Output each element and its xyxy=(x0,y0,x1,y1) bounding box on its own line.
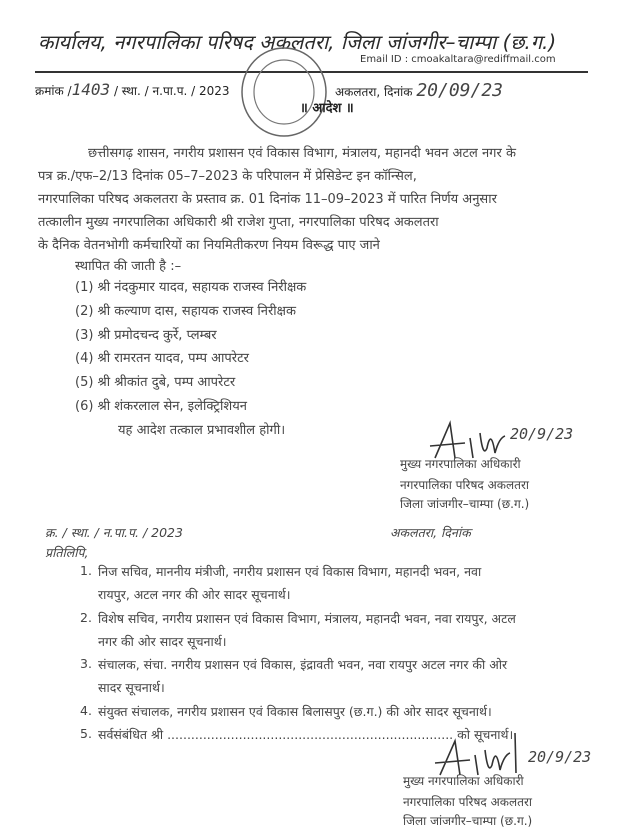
copy-item-number: 5. xyxy=(80,726,92,741)
employee-item: (6) श्री शंकरलाल सेन, इलेक्ट्रिशियन xyxy=(75,399,247,414)
copy-item-text: विशेष सचिव, नगरीय प्रशासन एवं विकास विभाग, मंत्रालय, महानदी भवन, नवा रायपुर, अटल xyxy=(98,611,516,626)
copy-item-text: सादर सूचनार्थ। xyxy=(98,680,165,695)
ref-suffix: / स्था. / न.पा.प. / 2023 xyxy=(113,84,230,98)
copy-reference: क्र. / स्था. / न.पा.प. / 2023 xyxy=(45,525,183,540)
office-letterhead-title: कार्यालय, नगरपालिका परिषद अकलतरा, जिला जांजगीर–चाम्पा (छ.ग.) xyxy=(38,30,557,54)
ref-prefix: क्रमांक / xyxy=(35,84,72,98)
paragraph-line: के दैनिक वेतनभोगी कर्मचारियों का नियमितीकरण नियम विरूद्ध पाए जाने xyxy=(38,238,380,253)
copy-date-prefix: अकलतरा, दिनांक xyxy=(390,525,471,540)
signatory-line: मुख्य नगरपालिका अधिकारी xyxy=(400,457,521,471)
signature-date: 20/9/23 xyxy=(528,748,592,766)
paragraph-line: तत्कालीन मुख्य नगरपालिका अधिकारी श्री राजेश गुप्ता, नगरपालिका परिषद अकलतरा xyxy=(38,215,439,230)
paragraph-line: छत्तीसगढ़ शासन, नगरीय प्रशासन एवं विकास विभाग, मंत्रालय, महानदी भवन अटल नगर के xyxy=(88,146,516,161)
copy-item-text: संचालक, संचा. नगरीय प्रशासन एवं विकास, इंद्रावती भवन, नवा रायपुर अटल नगर की ओर xyxy=(98,657,508,672)
copy-item-text: निज सचिव, माननीय मंत्रीजी, नगरीय प्रशासन एवं विकास विभाग, महानदी भवन, नवा xyxy=(98,564,482,579)
office-email: Email ID : cmoakaltara@rediffmail.com xyxy=(360,54,556,65)
copy-label: प्रतिलिपि, xyxy=(45,545,89,560)
order-date xyxy=(335,80,503,101)
signatory-line: नगरपालिका परिषद अकलतरा xyxy=(400,478,529,492)
copy-item-number: 4. xyxy=(80,703,92,718)
employee-item: (5) श्री श्रीकांत दुबे, पम्प आपरेटर xyxy=(75,375,236,390)
ref-number: 1403 xyxy=(71,80,111,99)
employee-item: (2) श्री कल्याण दास, सहायक राजस्व निरीक्षक xyxy=(75,304,296,319)
copy-item-text: संयुक्त संचालक, नगरीय प्रशासन एवं विकास बिलासपुर (छ.ग.) की ओर सादर सूचनार्थ। xyxy=(98,704,492,719)
copy-item-number: 3. xyxy=(80,656,92,671)
order-reference xyxy=(35,80,230,99)
effect-line: यह आदेश तत्काल प्रभावशील होगी। xyxy=(118,423,286,438)
copy-item-text: सर्वसंबंधित श्री ........................................................................ को सूचनार्थ। xyxy=(98,727,514,742)
paragraph-line: पत्र क्र./एफ–2/13 दिनांक 05–7–2023 के परिपालन में प्रेसिडेन्ट इन कॉन्सिल, xyxy=(38,169,417,184)
signature-date: 20/9/23 xyxy=(510,425,574,443)
signatory-line: मुख्य नगरपालिका अधिकारी xyxy=(403,774,524,788)
copy-item-number: 2. xyxy=(80,610,92,625)
order-heading: ॥ आदेश ॥ xyxy=(300,101,354,116)
date-prefix: अकलतरा, दिनांक xyxy=(335,85,413,99)
signatory-line: जिला जांजगीर–चाम्पा (छ.ग.) xyxy=(403,814,533,828)
signatory-line: जिला जांजगीर–चाम्पा (छ.ग.) xyxy=(400,497,530,511)
copy-item-number: 1. xyxy=(80,563,92,578)
office-seal-stamp xyxy=(232,40,342,140)
paragraph-line: स्थापित की जाती है :– xyxy=(75,259,182,274)
paragraph-line: नगरपालिका परिषद अकलतरा के प्रस्ताव क्र. 01 दिनांक 11–09–2023 में पारित निर्णय अनुसार xyxy=(38,192,497,207)
employee-item: (3) श्री प्रमोदचन्द कुर्रे, प्लम्बर xyxy=(75,328,217,343)
employee-item: (1) श्री नंदकुमार यादव, सहायक राजस्व निरीक्षक xyxy=(75,280,307,295)
copy-item-text: रायपुर, अटल नगर की ओर सादर सूचनार्थ। xyxy=(98,587,291,602)
copy-item-text: नगर की ओर सादर सूचनार्थ। xyxy=(98,634,227,649)
signatory-line: नगरपालिका परिषद अकलतरा xyxy=(403,795,532,809)
employee-item: (4) श्री रामरतन यादव, पम्प आपरेटर xyxy=(75,351,249,366)
date-value: 20/09/23 xyxy=(416,80,504,101)
